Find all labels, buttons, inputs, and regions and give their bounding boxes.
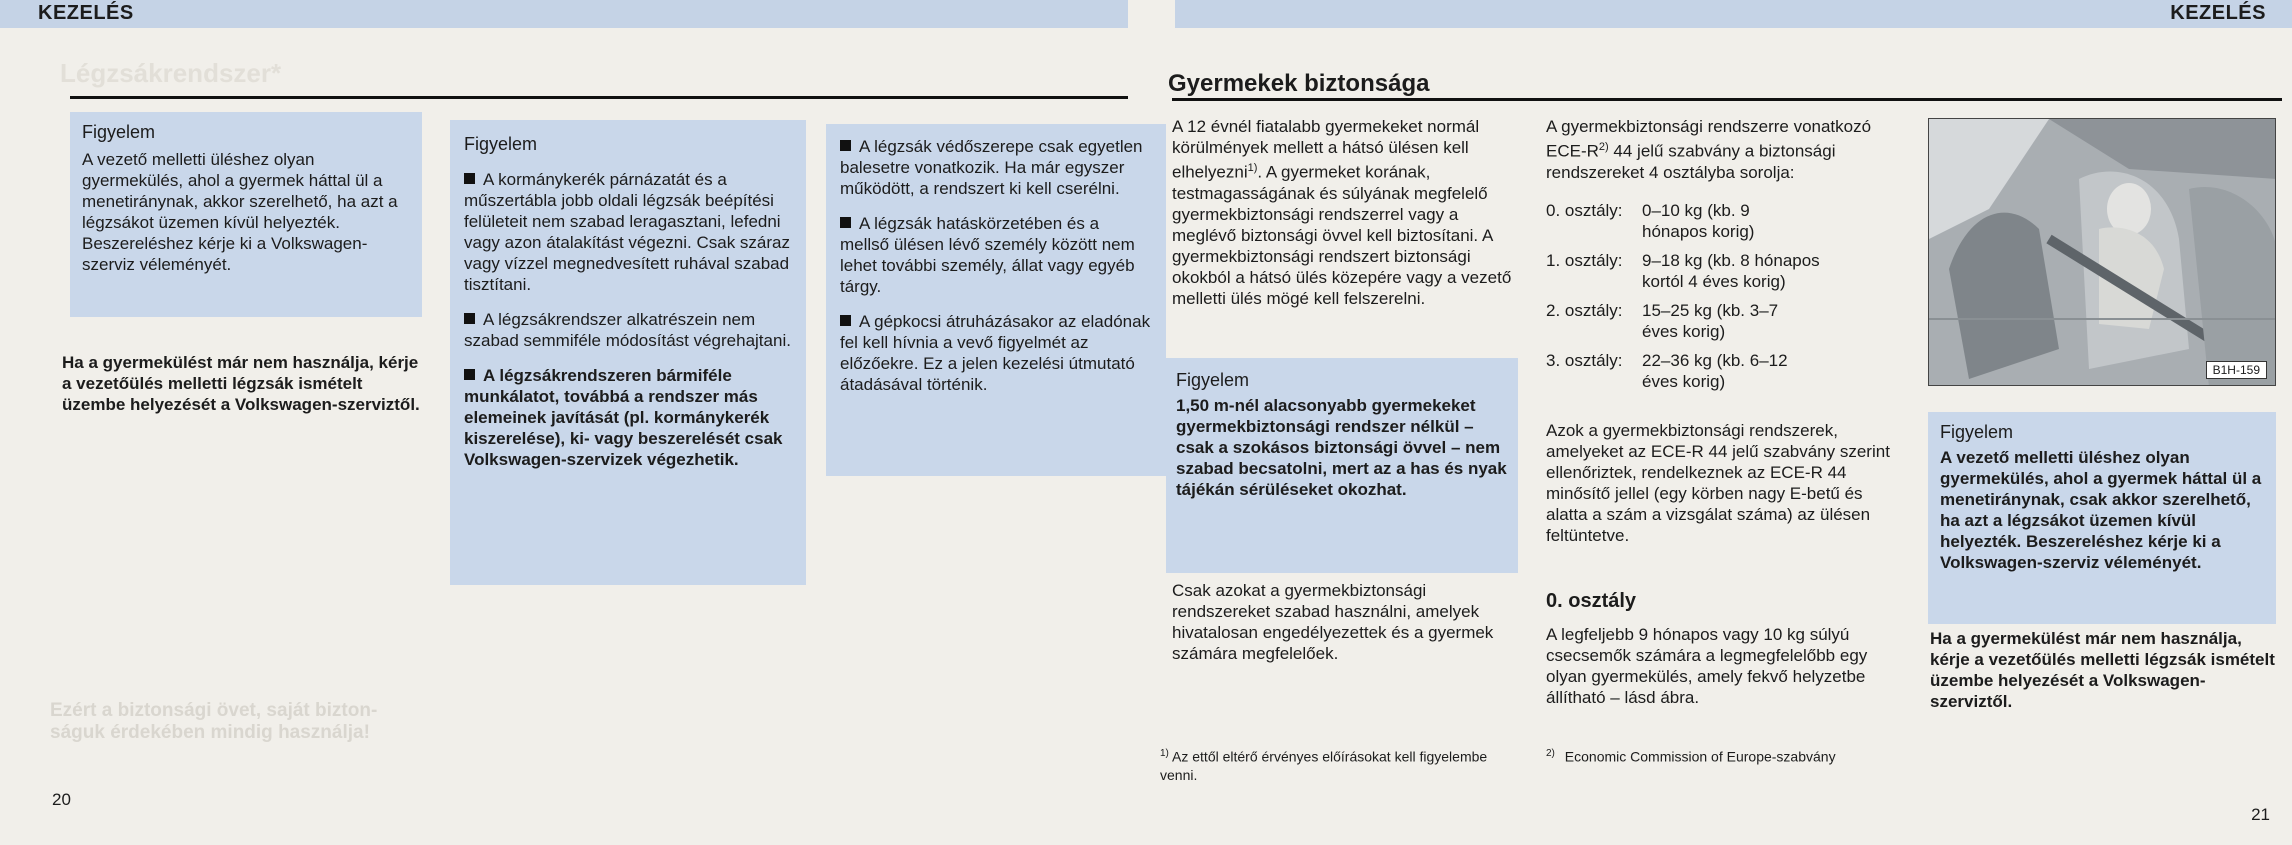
col2-bullet-2: A légzsákrendszer alkatrészein nem szabad semmiféle módosítást végrehajtani. bbox=[464, 310, 791, 350]
bullet-square-icon bbox=[840, 217, 851, 228]
ghost-bottom-text: Ezért a biztonsági övet, saját bizton- ságuk érdekében mindig használja! bbox=[50, 700, 378, 743]
page-number-right: 21 bbox=[2251, 805, 2270, 824]
section-title: Gyermekek biztonsága bbox=[1168, 70, 1430, 97]
col5-intro: A gyermekbiztonsági rendszerre vonatkozó ECE-$R^{2)}$ 44 jelű szabvány a biztonsági rendszereket 4 osztályba sorolja: bbox=[1546, 117, 1872, 182]
warning-box-1 bbox=[70, 112, 422, 317]
warning-title-4: Figyelem bbox=[1176, 370, 1250, 390]
col4-para2: Csak azokat a gyermekbiztonsági rendszereket szabad használni, amelyek hivatalosan engedélyezettek és a gyermek számára megfelelőek. bbox=[1172, 581, 1494, 663]
col5-para2: Azok a gyermekbiztonsági rendszerek, amelyeket az ECE-R 44 jelű szabvány szerint ellenőriztek, rendelkeznek az ECE-R 44 minősítő jellel (egy körben nagy E-betű és alatta a szám a vizsgálat száma) az ülésen feltüntetve. bbox=[1546, 421, 1890, 545]
warning-text-6: A vezető melletti üléshez olyan gyermekülés, ahol a gyermek háttal ül a menetiránynak, csak akkor szerelhető, ha azt a légzsákot üzemen kívül helyezték. Beszereléshez kérje ki a Volkswagen-szerviz véleményét. bbox=[1940, 448, 2262, 572]
col3-bullet-1: A légzsák védőszerepe csak egyetlen balesetre vonatkozik. Ha már egyszer működött, a rendszert ki kell cserélni. bbox=[840, 137, 1143, 198]
warning-text-4: 1,50 m-nél alacsonyabb gyermekeket gyermekbiztonsági rendszer nélkül – csak a szokásos biztonsági övvel – nem szabad becsatolni, mert az a has és nyak tájékán sérüléseket okozhat. bbox=[1176, 396, 1507, 499]
warning-box-2 bbox=[450, 120, 806, 585]
warning-title-6: Figyelem bbox=[1940, 422, 2014, 442]
col2-bullet-1: A kormánykerék párnázatát és a műszertábla jobb oldali légzsák beépítési felületeit nem szabad leragasztani, lefedni vagy azon átalakítást végezni. Csak száraz vagy vízzel megnedvesített ruhával szabad tisztítani. bbox=[464, 170, 790, 294]
col4-intro: A 12 évnél fiatalabb gyermekeket normál körülmények mellett a hátsó ülésen kell elhelyezni$^{1)}$. A gyermeket korának, testmagasságának és súlyának megfelelő gyermekbiztonsági rendszerrel vagy a meglévő biztonsági övvel kell biztosítani. A gyermekbiztonsági rendszert biztonsági okokból a hátsó ülés közepére vagy a vezető melletti ülés mögé kell felszerelni. bbox=[1172, 117, 1512, 308]
warning-title-2: Figyelem bbox=[464, 134, 538, 154]
col4-footnote: $^{1)}$ Az ettől eltérő érvényes előírásokat kell figyelembe venni. bbox=[1160, 748, 1488, 783]
child-seat-figure bbox=[1928, 118, 2276, 386]
col1-after-text: Ha a gyermekülést már nem használja, kérje a vezetőülés melletti légzsák ismételt üzembe helyezését a Volkswagen-szerviztől. bbox=[62, 353, 420, 414]
class-item: 3. osztály: 22–36 kg (kb. 6–12 éves korig) bbox=[1546, 351, 1788, 391]
page-number-left: 20 bbox=[52, 790, 71, 809]
header-band-right bbox=[1175, 0, 2292, 28]
warning-box-4 bbox=[1166, 358, 1518, 573]
col2-bullet-3: A légzsákrendszeren bármiféle munkálatot, továbbá a rendszer más elemeinek javítását (pl. kormánykerék kiszerelése), ki- vagy beszerelését csak Volkswagen-szervizek végezhetik. bbox=[464, 366, 783, 469]
col3-bullet-2: A légzsák hatáskörzetében és a mellső ülésen lévő személy között nem lehet további személy, állat vagy egyéb tárgy. bbox=[840, 214, 1135, 296]
bullet-square-icon bbox=[464, 173, 475, 184]
warning-text-1: A vezető melletti üléshez olyan gyermekülés, ahol a gyermek háttal ül a menetiránynak, akkor szerelhető, ha azt a légzsákot üzemen kívül helyezték. Beszereléshez kérje ki a Volkswagen-szerviz véleményét. bbox=[82, 150, 398, 274]
bullet-square-icon bbox=[464, 313, 475, 324]
rule-right bbox=[1172, 98, 2282, 101]
col5-para3: A legfeljebb 9 hónapos vagy 10 kg súlyú csecsemők számára a legmegfelelőbb egy olyan gyermekülés, amely fekvő helyzetbe állítható – lásd ábra. bbox=[1546, 625, 1868, 707]
figure-label: B1H-159 bbox=[2206, 361, 2267, 379]
header-left: KEZELÉS bbox=[38, 2, 134, 24]
class-item: 0. osztály: 0–10 kg (kb. 9 hónapos korig) bbox=[1546, 201, 1755, 241]
rule-left bbox=[70, 96, 1128, 99]
warning-title-1: Figyelem bbox=[82, 122, 156, 142]
bullet-square-icon bbox=[840, 315, 851, 326]
bullet-square-icon bbox=[464, 369, 475, 380]
ghost-heading: Légzsákrendszer* bbox=[60, 58, 282, 88]
header-band-left bbox=[0, 0, 1128, 28]
info-box-3 bbox=[826, 124, 1166, 476]
col6-after-text: Ha a gyermekülést már nem használja, kérje a vezetőülés melletti légzsák ismételt üzembe helyezését a Volkswagen-szerviztől. bbox=[1930, 629, 2275, 711]
class-item: 2. osztály: 15–25 kg (kb. 3–7 éves korig) bbox=[1546, 301, 1779, 341]
class-item: 1. osztály: 9–18 kg (kb. 8 hónapos kortól 4 éves korig) bbox=[1546, 251, 1820, 291]
bullet-square-icon bbox=[840, 140, 851, 151]
col3-bullet-3: A gépkocsi átruházásakor az eladónak fel kell hívnia a vevő figyelmét az előzőekre. Ez a jelen kezelési útmutató átadásával történik. bbox=[840, 312, 1151, 394]
warning-box-6 bbox=[1928, 412, 2276, 624]
header-right: KEZELÉS bbox=[2170, 2, 2266, 24]
class-list bbox=[1546, 200, 1902, 392]
col5-footnote: $^{2)}$ Economic Commission of Europe-szabvány bbox=[1546, 748, 1836, 765]
section-heading-class0: 0. osztály bbox=[1546, 590, 1637, 612]
child-seat-illustration bbox=[1929, 119, 2276, 386]
